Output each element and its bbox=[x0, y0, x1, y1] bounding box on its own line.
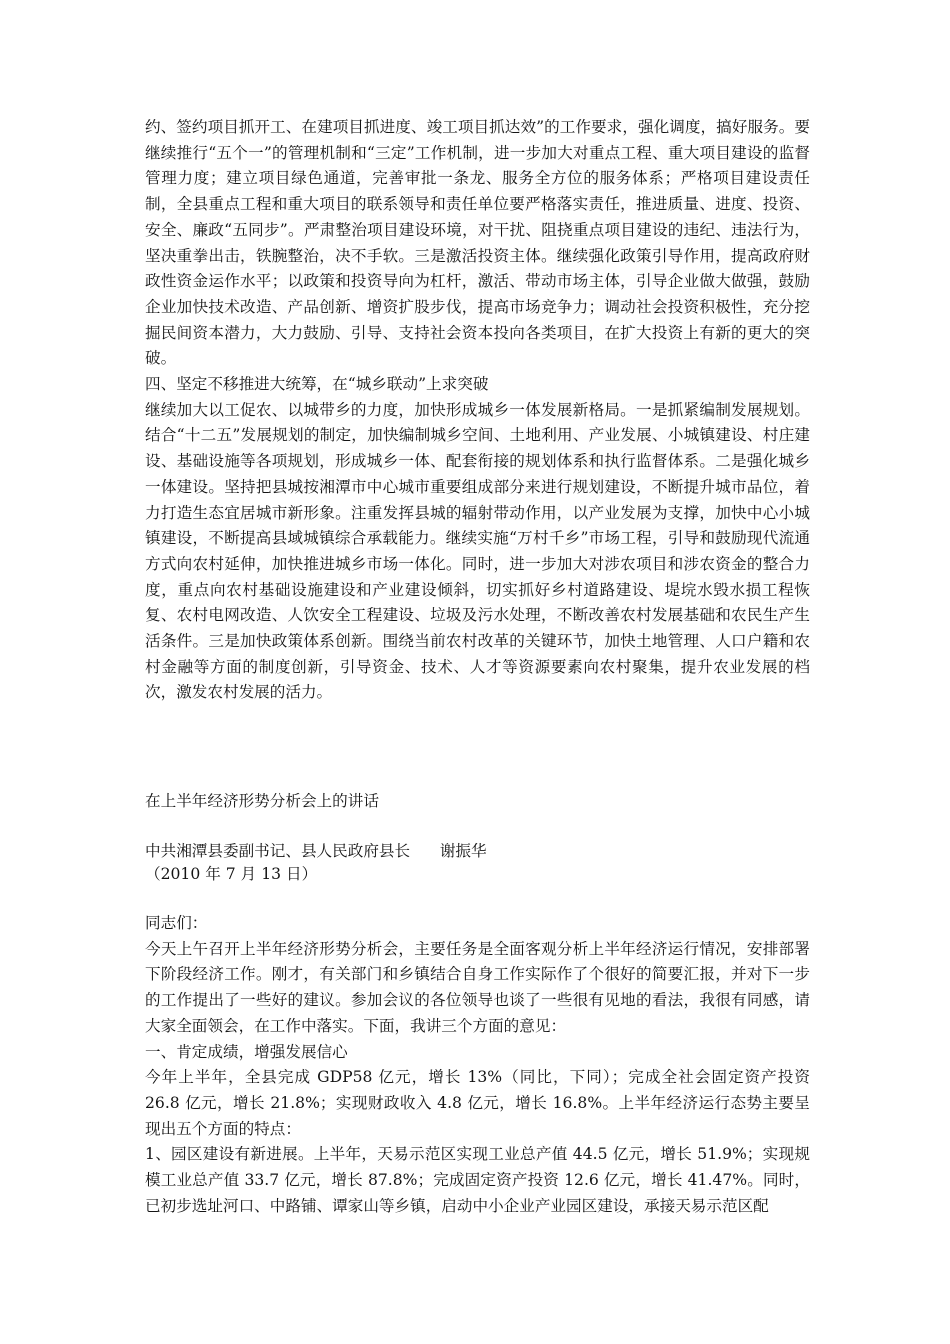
paragraph-park-construction: 1、园区建设有新进展。上半年，天易示范区实现工业总产值 44.5 亿元，增长 51.9%；实现规模工业总产值 33.7 亿元，增长 87.8%；完成固定资产投资 12.6 亿元，增长 41.47%。同时，已初步选址河口、中路铺、谭家山等乡镇，启动中小企业产业园区建设，承接天易示范区配 bbox=[145, 1145, 810, 1215]
paragraph-economic-summary: 今年上半年，全县完成 GDP58 亿元，增长 13%（同比，下同）；完成全社会固定资产投资 26.8 亿元，增长 21.8%；实现财政收入 4.8 亿元，增长 16.8%。上半年经济运行态势主要呈现出五个方面的特点： bbox=[145, 1068, 810, 1138]
top-section bbox=[145, 115, 810, 706]
speech-author: 中共湘潭县委副书记、县人民政府县长 谢振华 bbox=[145, 842, 487, 860]
salutation: 同志们： bbox=[145, 914, 208, 932]
speech-date: （2010 年 7 月 13 日） bbox=[145, 865, 318, 883]
paragraph-investment: 约、签约项目抓开工、在建项目抓进度、竣工项目抓达效”的工作要求，强化调度，搞好服务。要继续推行“五个一”的管理机制和“三定”工作机制，进一步加大对重点工程、重大项目建设的监督管理力度；建立项目绿色通道，完善审批一条龙、服务全方位的服务体系；严格项目建设责任制，全县重点工程和重大项目的联系领导和责任单位要严格落实责任，推进质量、进度、投资、安全、廉政“五同步”。严肃整治项目建设环境，对干扰、阻挠重点项目建设的违纪、违法行为，坚决重拳出击，铁腕整治，决不手软。三是激活投资主体。继续强化政策引导作用，提高政府财政性资金运作水平；以政策和投资导向为杠杆，激活、带动市场主体，引导企业做大做强，鼓励企业加快技术改造、产品创新、增资扩股步伐，提高市场竞争力；调动社会投资积极性，充分挖掘民间资本潜力，大力鼓励、引导、支持社会资本投向各类项目，在扩大投资上有新的更大的突破。 bbox=[145, 118, 810, 368]
paragraph-intro: 今天上午召开上半年经济形势分析会，主要任务是全面客观分析上半年经济运行情况，安排部署下阶段经济工作。刚才，有关部门和乡镇结合自身工作实际作了个很好的简要汇报，并对下一步的工作提出了一些好的建议。参加会议的各位领导也谈了一些很有见地的看法，我很有同感，请大家全面领会，在工作中落实。下面，我讲三个方面的意见： bbox=[145, 939, 810, 1035]
speech-title: 在上半年经济形势分析会上的讲话 bbox=[145, 792, 379, 810]
speech-body bbox=[145, 911, 810, 1219]
section-heading-four: 四、坚定不移推进大统筹，在“城乡联动”上求突破 bbox=[145, 375, 489, 394]
paragraph-urban-rural: 继续加大以工促农、以城带乡的力度，加快形成城乡一体发展新格局。一是抓紧编制发展规划。结合“十二五”发展规划的制定，加快编制城乡空间、土地利用、产业发展、小城镇建设、村庄建设、基础设施等各项规划，形成城乡一体、配套衔接的规划体系和执行监督体系。二是强化城乡一体建设。坚持把县城按湘潭市中心城市重要组成部分来进行规划建设，不断提升城市品位，着力打造生态宜居城市新形象。注重发挥县城的辐射带动作用，以产业发展为支撑，加快中心小城镇建设，不断提高县域城镇综合承载能力。继续实施“万村千乡”市场工程，引导和鼓励现代流通方式向农村延伸，加快推进城乡市场一体化。同时，进一步加大对涉农项目和涉农资金的整合力度，重点向农村基础设施建设和产业建设倾斜，切实抓好乡村道路建设、堤垸水毁水损工程恢复、农村电网改造、人饮安全工程建设、垃圾及污水处理，不断改善农村发展基础和农民生产生活条件。三是加快政策体系创新。围绕当前农村改革的关键环节，加快土地管理、人口户籍和农村金融等方面的制度创新，引导资金、技术、人才等资源要素向农村聚集，提升农业发展的档次，激发农村发展的活力。 bbox=[145, 400, 810, 702]
section-heading-one: 一、肯定成绩，增强发展信心 bbox=[145, 1042, 348, 1061]
